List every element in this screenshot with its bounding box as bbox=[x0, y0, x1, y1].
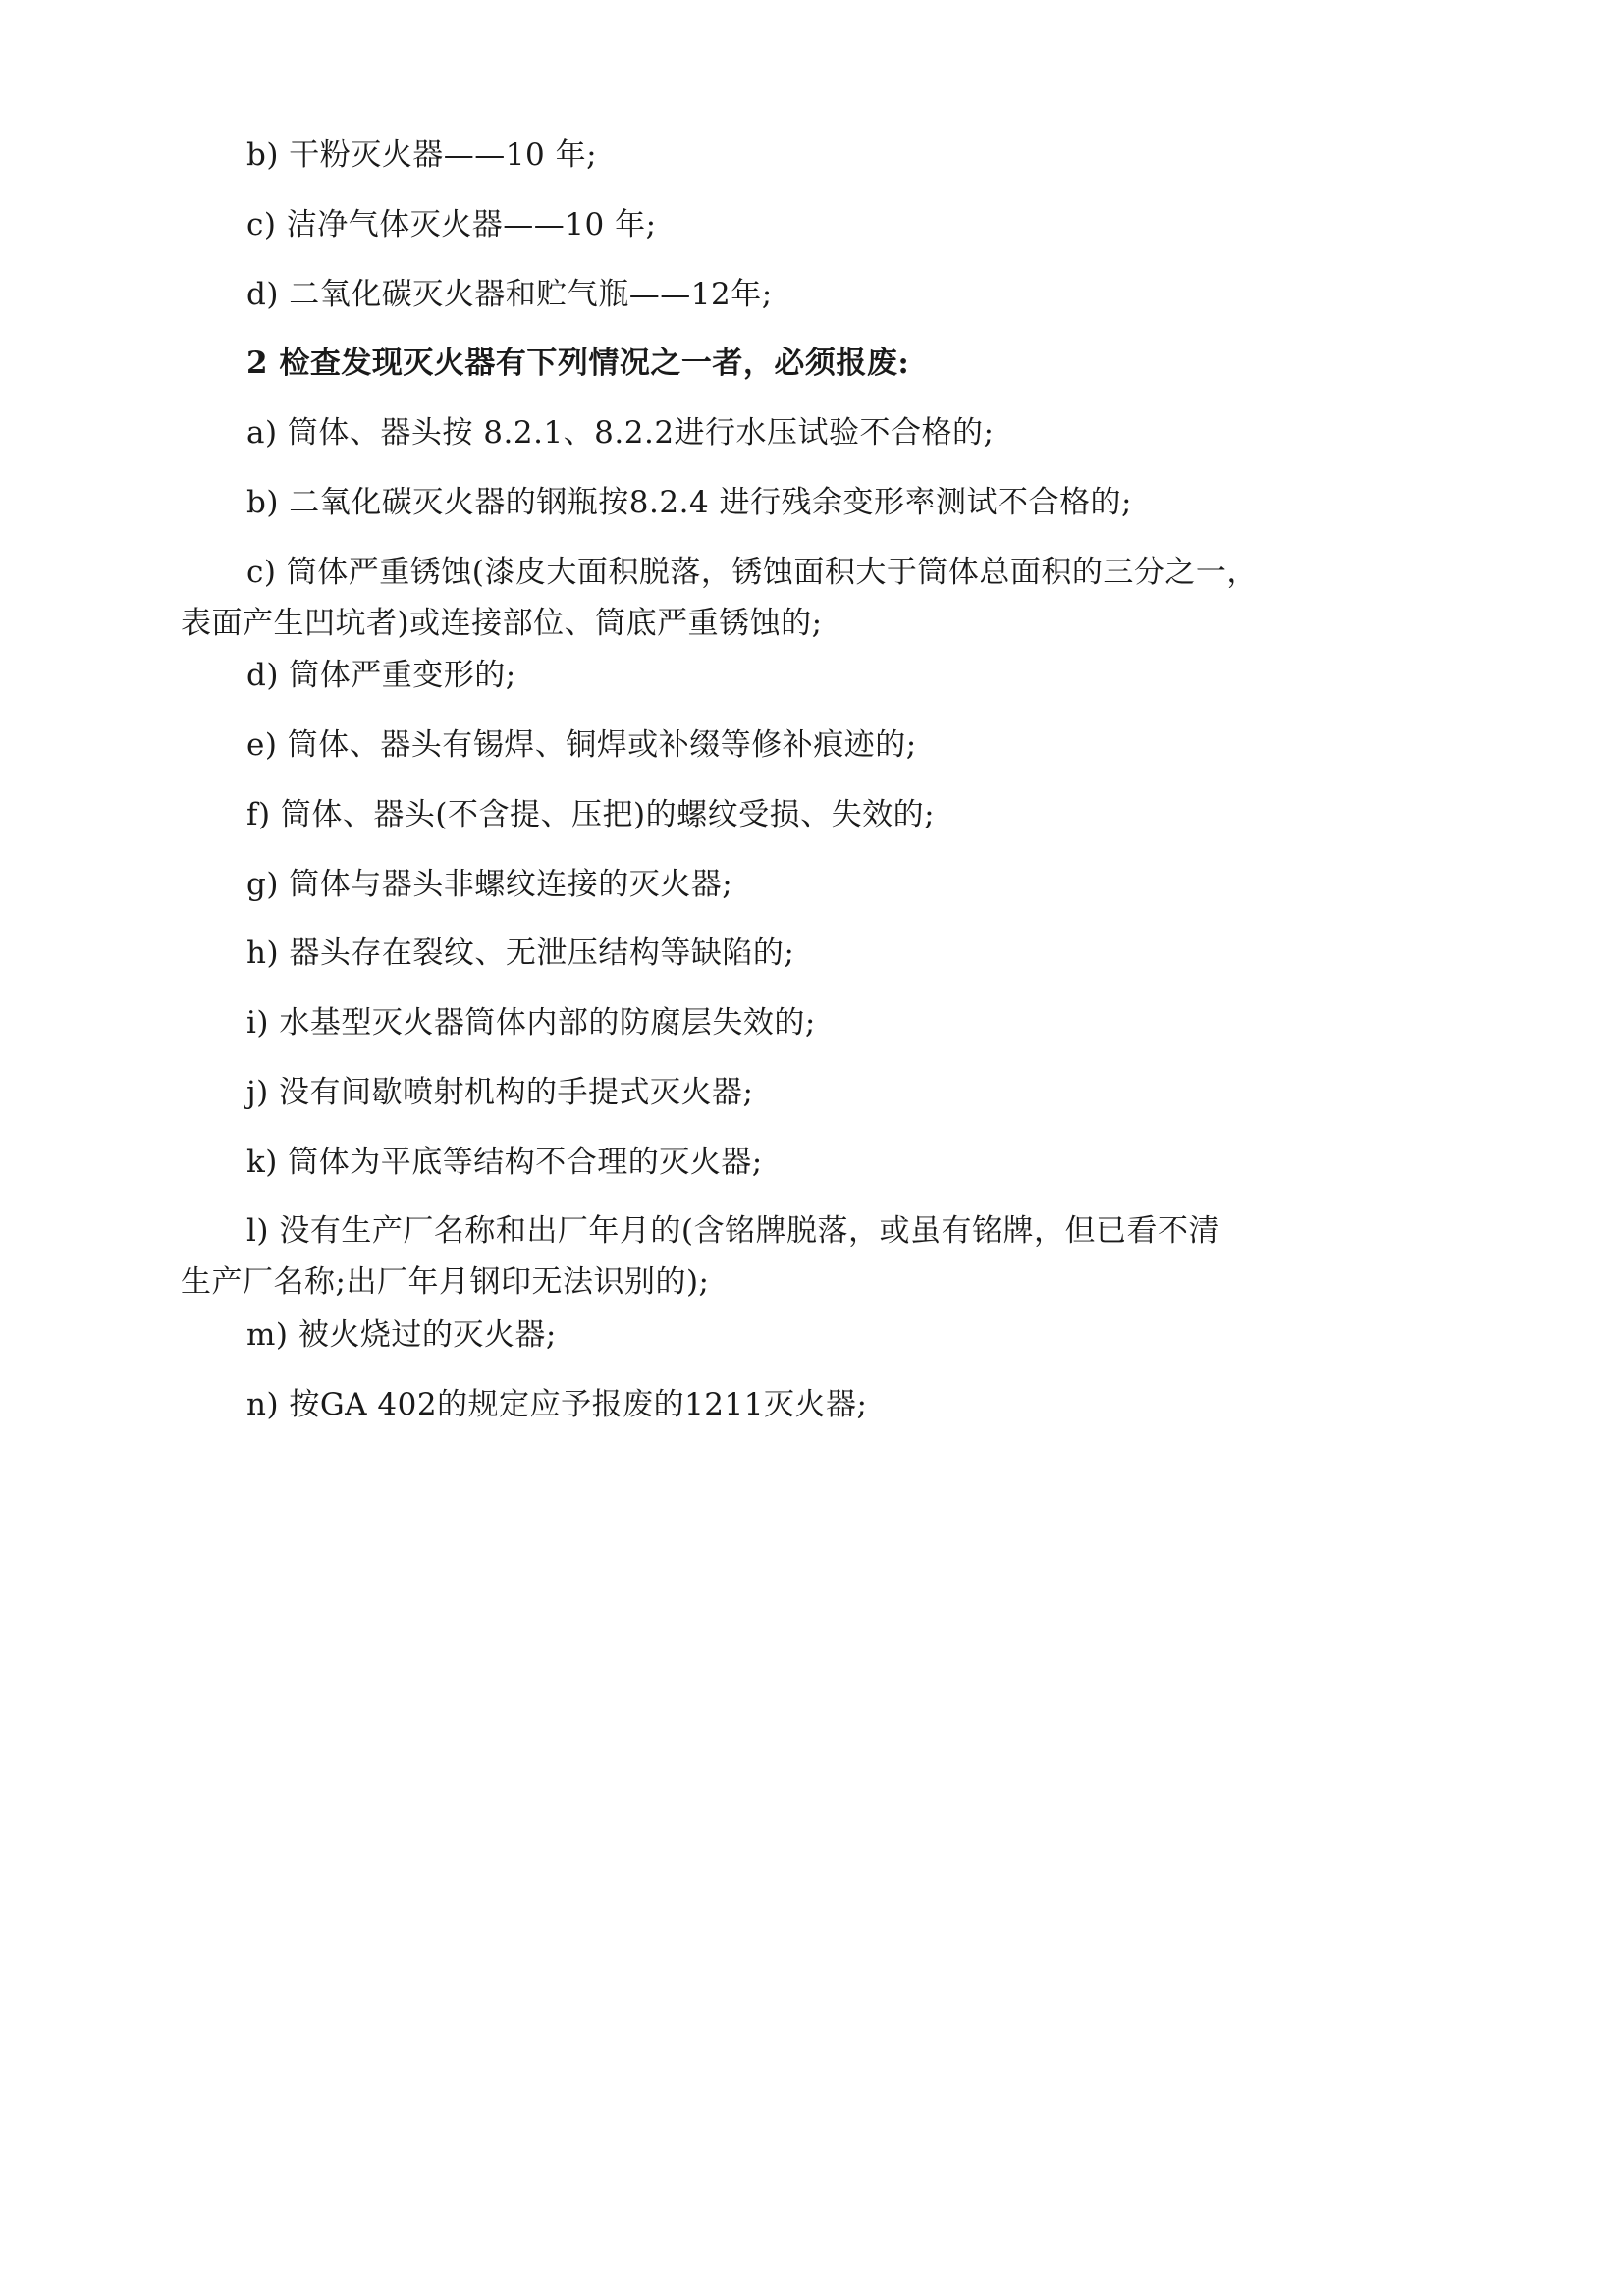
item-c-clean-agent: c) 洁净气体灭火器——10 年; bbox=[246, 207, 657, 242]
item-c-corrosion-line1: c) 筒体严重锈蚀(漆皮大面积脱落，锈蚀面积大于筒体总面积的三分之一， bbox=[246, 555, 1258, 590]
item-l-no-manufacturer-line2: 生产厂名称;出厂年月钢印无法识别的); bbox=[181, 1264, 710, 1300]
item-h-head-defects: h) 器头存在裂纹、无泄压结构等缺陷的; bbox=[246, 935, 795, 971]
section-heading-2: 2 检查发现灭火器有下列情况之一者，必须报废: bbox=[246, 346, 910, 381]
item-b-co2-cylinder: b) 二氧化碳灭火器的钢瓶按8.2.4 进行残余变形率测试不合格的; bbox=[246, 485, 1132, 520]
item-l-no-manufacturer bbox=[181, 1205, 1320, 1308]
item-a-hydro-test: a) 筒体、器头按 8.2.1、8.2.2进行水压试验不合格的; bbox=[246, 415, 995, 451]
item-i-anticorrosion: i) 水基型灭火器筒体内部的防腐层失效的; bbox=[246, 1005, 816, 1041]
item-g-non-thread: g) 筒体与器头非螺纹连接的灭火器; bbox=[246, 867, 733, 902]
item-c-corrosion bbox=[181, 547, 1320, 649]
item-b-dry-powder: b) 干粉灭火器——10 年; bbox=[246, 137, 598, 173]
item-n-ga402: n) 按GA 402的规定应予报废的1211灭火器; bbox=[246, 1387, 868, 1422]
item-d-co2: d) 二氧化碳灭火器和贮气瓶——12年; bbox=[246, 277, 773, 312]
item-d-deformation: d) 筒体严重变形的; bbox=[246, 658, 516, 693]
item-e-repair-marks: e) 筒体、器头有锡焊、铜焊或补缀等修补痕迹的; bbox=[246, 727, 917, 763]
item-j-no-intermittent: j) 没有间歇喷射机构的手提式灭火器; bbox=[246, 1075, 754, 1110]
item-m-burned: m) 被火烧过的灭火器; bbox=[246, 1317, 557, 1353]
item-l-no-manufacturer-line1: l) 没有生产厂名称和出厂年月的(含铭牌脱落，或虽有铭牌，但已看不清 bbox=[246, 1213, 1219, 1249]
item-f-thread-damage: f) 筒体、器头(不含提、压把)的螺纹受损、失效的; bbox=[246, 797, 936, 832]
item-k-flat-bottom: k) 筒体为平底等结构不合理的灭火器; bbox=[246, 1145, 763, 1180]
item-c-corrosion-line2: 表面产生凹坑者)或连接部位、筒底严重锈蚀的; bbox=[181, 606, 823, 641]
